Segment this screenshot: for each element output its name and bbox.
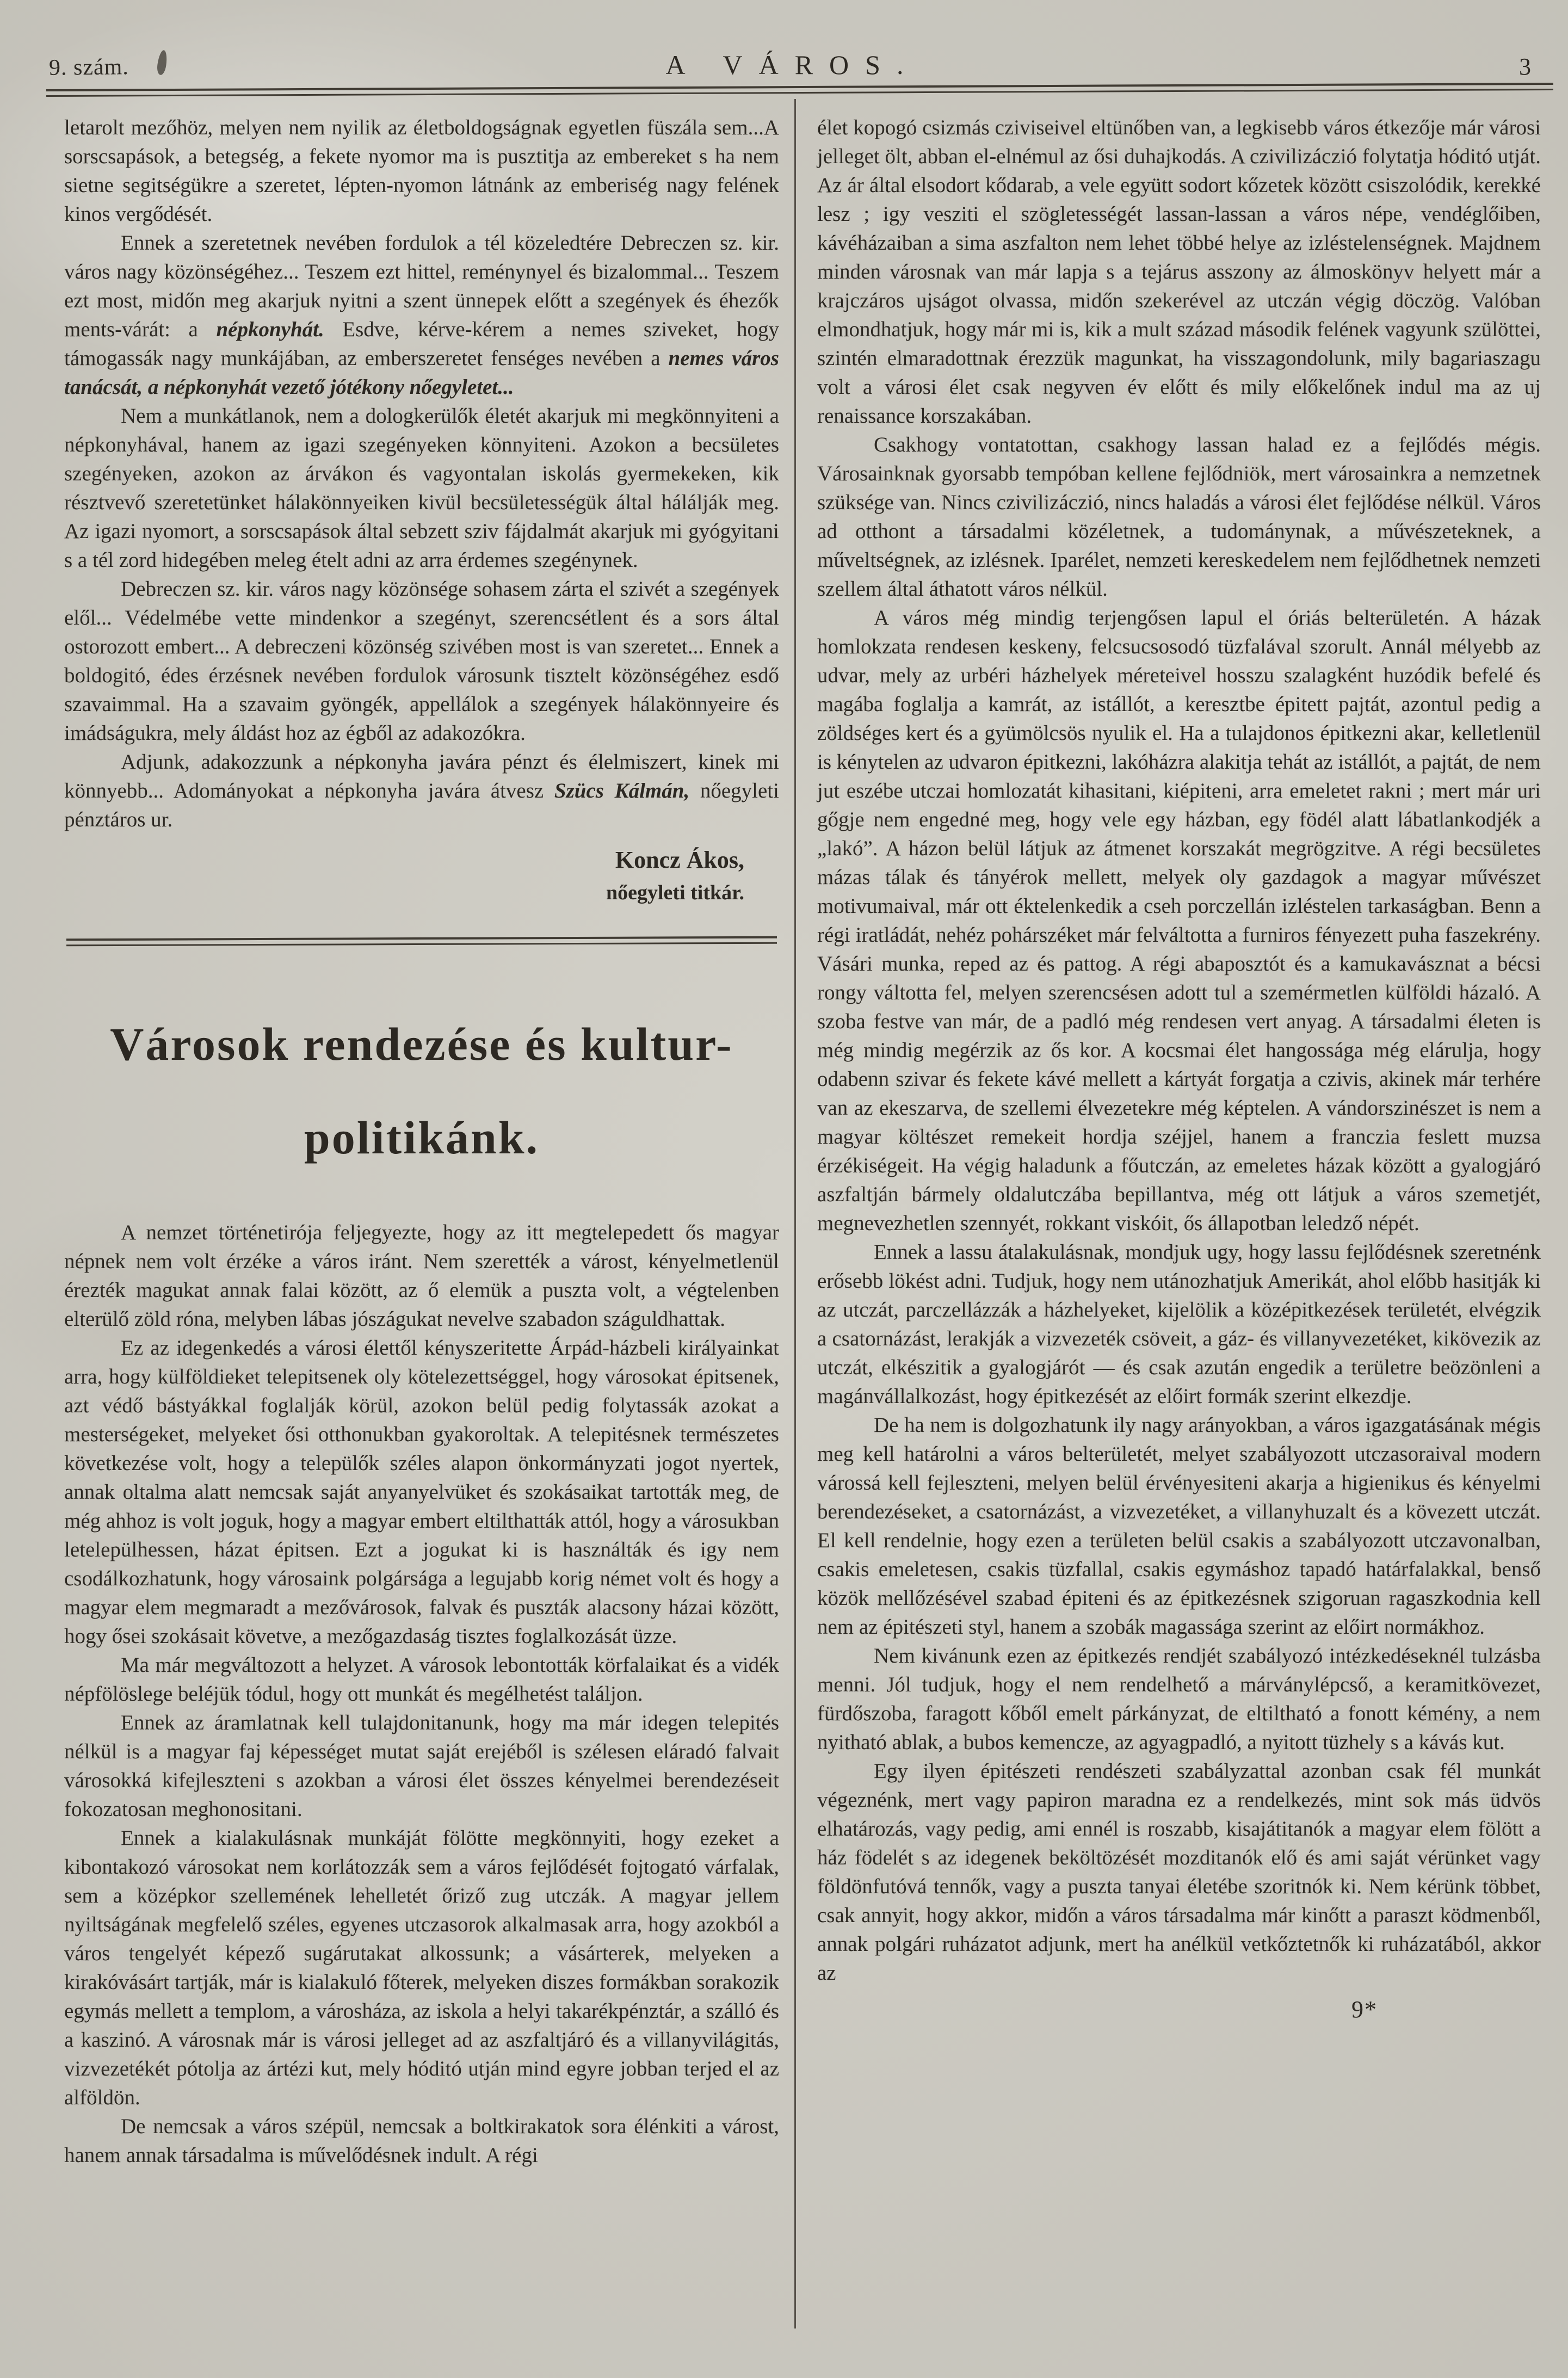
paragraph: Ennek az áramlatnak kell tulajdonitanunk, hogy ma már idegen telepités nélkül is a magyar faj képességet mutat saját erejéből is szélesen eláradó falvait városokká kifejleszteni s azokban a városi élet összes kényelmei berendezéseit fokozatosan meghonositani.	[64, 1711, 779, 1821]
article-cities-body	[64, 1218, 779, 2170]
paragraph: A város még mindig terjengősen lapul el óriás belterületén. A házak homlokzata rendesen keskeny, felcsucsosodó tüzfalával szorult. Annál mélyebb az udvar, mely az urbéri házhelyek méreteivel hosszu szalagként huzódik befelé és magába foglalja a kamrát, az istállót, a keresztbe épitett pajtát, azontul pedig a zöldséges kert és a gyümölcsös nyulik el. Ha a tulajdonos épitkezni akar, kelletlenül is kénytelen az udvaron épitkezni, lakóházra alakitja tehát az istállót, a pajtát, de nem jut eszébe utczai homlozatát kihasitani, kiépiteni, arra emeletet rakni ; mert már uri gőgje nem engedné meg, hogy vele egy házban, egy födél alatt lábatlankodjék a „lakó”. A házon belül látjuk az átmenet korszakát megrögzitve. A régi becsületes mázas tálak és tányérok mellett, melyek oly gazdagok a magyar művészet motivumaival, már ott éktelenkedik a cseh porczellán izléstelen tarkaságban. Benn a régi iratládát, nehéz pohárszéket már felváltotta a furniros fényezett puha faszekrény. Vásári munka, reped az és pattog. A régi abaposztót és a kamukavásznat a bécsi rongy váltotta fel, melyen szerencsésen adott tul a szemérmetlen külföldi házaló. A szoba festve van már, de a padló még rendesen vert anyag. A társadalmi életen is még mindig megérzik az ős kor. A kocsmai élet hangossága még elárulja, hogy odabenn szivar és fekete kávé mellett a kártyát forgatja a czivis, akinek már terhére van az ekeszarva, de szellemi élvezetekre még képtelen. A vándorszinészet is nem a magyar költészet remekeit hordja széjjel, hanem a franczia feslett muzsa érzékiségeit. Ha végig haladunk a főutczán, az emeletes házak között a gyalogjáró aszfaltján bármely oldalutczába bepillantva, még ott látjuk a város szemetjét, megnevezhetlen szennyét, rokkant viskóit, ős állapotban leledző népét.	[817, 606, 1541, 1235]
paragraph: Nem kivánunk ezen az épitkezés rendjét szabályozó intézkedéseknél tulzásba menni. Jól tudjuk, hogy el nem rendelhető a márványlépcső, a keramitkövezet, fürdőszoba, faragott kőből emelt párkányzat, de eltiltható a fonott kémény, a nem nyitható ablak, a bubos kemencze, az agyagpadló, a nyitott tüzhely s a kávás kut.	[817, 1644, 1541, 1754]
emphasized-text: Szücs Kálmán,	[554, 779, 690, 802]
page-number: 3	[1519, 53, 1531, 80]
column-divider	[794, 99, 796, 2328]
header-rule	[46, 83, 1553, 97]
paragraph: Egy ilyen épitészeti rendészeti szabályzattal azonban csak fél munkát végeznénk, mert vagy papiron maradna ez a rendelkezés, mint sok más üdvös elhatározás, vagy pedig, ami ennél is roszabb, kisajátitanók a magyar elem fölött a ház födelét s az idegenek beköltözését mozditanók elő és ami saját vérünket vagy földönfutóvá tennők, vagy a puszta tanyai életébe szoritnók ki. Nem kérünk többet, csak annyit, hogy akkor, midőn a város társadalma már kinőtt a paraszt ködmenből, annak polgári ruházatot adjunk, mert ha anélkül vetkőztetnők ki ruházatából, akkor az	[817, 1759, 1541, 1985]
article-cities	[64, 997, 779, 2170]
signature-name: Koncz Ákos,	[615, 847, 744, 873]
emphasized-text: népkonyhát.	[216, 318, 324, 341]
paragraph: Ma már megváltozott a helyzet. A városok lebontották körfalaikat és a vidék népfölöslege beléjük tódul, hogy ott munkát és megélhetést találjon.	[64, 1653, 779, 1706]
paragraph: A nemzet történetirója feljegyezte, hogy az itt megtelepedett ős magyar népnek nem volt érzéke a város iránt. Nem szerették a várost, kényelmetlenül érezték magukat annak falai között, az ő elemük a puszta volt, a végtelenben elterülő zöld róna, melyben lábas jószágukat nevelve szabadon száguldhattak.	[64, 1221, 779, 1331]
article-title-line1: Városok rendezése és kultur-	[110, 1018, 733, 1070]
paragraph: Ez az idegenkedés a városi élettől kényszeritette Árpád-házbeli királyainkat arra, hogy külföldieket telepitsenek oly kötelezettséggel, hogy városokat épitsenek, azt védő bástyákkal foglalják körül, azokon belül pedig folytassák azokat a mesterségeket, melyeket ősi otthonukban gyakoroltak. A telepitésnek természetes következése volt, hogy a települők széles alapon önkormányzati jogot nyertek, annak oltalma alatt nemcsak saját anyanyelvüket és szokásaikat tartották meg, de még ahhoz is volt joguk, hogy a magyar embert eltilthatták attól, hogy a városukban letelepülhessen, házat épitsen. Ezt a jogukat ki is használták és igy nem csodálkozhatunk, hogy városaink polgársága a legujabb korig német volt és hogy a magyar elem megmaradt a mezővárosok, falvak és puszták alacsony házai között, hogy ősei szokásait követve, a mezőgazdaság tisztes foglalkozását üzze.	[64, 1336, 779, 1648]
emphasized-text: nemes város tanácsát, a népkonyhát vezető jótékony nőegyletet...	[64, 347, 779, 399]
paragraph: Debreczen sz. kir. város nagy közönsége sohasem zárta el szivét a szegények elől... Védelmébe vette mindenkor a szegényt, szerencsétlent és a sors által ostorozott embert... A debreczeni közönség szivében most is van szeretet... Ennek a boldogitó, édes érzésnek nevében fordulok városunk tisztelt közönségéhez esdő szavaimmal. Ha a szavaim gyöngék, appellálok a szegények hálakönnyeire és imádságukra, mely áldást hoz az égből az adakozókra.	[64, 577, 779, 745]
paragraph: Adjunk, adakozzunk a népkonyha javára pénzt és élelmiszert, kinek mi könnyebb... Adományokat a népkonyha javára átvesz Szücs Kálmán, nőegyleti pénztáros ur.	[64, 750, 779, 831]
signature-block	[64, 844, 779, 909]
article-appeal	[64, 113, 779, 909]
printer-signature-mark: 9*	[1351, 1996, 1378, 2023]
paragraph: De nemcsak a város szépül, nemcsak a boltkirakatok sora élénkiti a várost, hanem annak társadalma is művelődésnek indult. A régi	[64, 2115, 779, 2167]
paragraph: De ha nem is dolgozhatunk ily nagy arányokban, a város igazgatásának mégis meg kell határolni a város belterületét, melyet szabályozott utczasoraival modern várossá kell fejleszteni, melyen belül érvényesiteni akarja a higienikus és kényelmi berendezéseket, a csatornázást, a vizvezetéket, a villanyhuzalt és a kövezett utczát. El kell rendelnie, hogy ezen a területen belül csakis a szabályozott utczavonalban, csakis emeletesen, csakis tüzfallal, csakis egymáshoz tapadó határfalakkal, benső közök mellőzésével szabad épiteni és az épitkezésnek szigoruan ragaszkodnia kell nem az épitészeti styl, hanem a szobák magassága szerint az előirt normákhoz.	[817, 1413, 1541, 1639]
issue-number: 9. szám.	[48, 54, 129, 81]
paragraph: letarolt mezőhöz, melyen nem nyilik az életboldogságnak egyetlen füszála sem...A sorscsapások, a betegség, a fekete nyomor ma is pusztitja az embereket s ha nem sietne segitségükre a szeretet, lépten-nyomon látnánk az emberiség nagy felének kinos vergődését.	[64, 116, 779, 226]
article-title	[64, 997, 779, 1184]
article-separator-rule	[66, 936, 777, 947]
right-column-body	[817, 113, 1541, 1987]
left-column	[64, 113, 779, 2170]
article-appeal-body	[64, 113, 779, 834]
right-column	[817, 113, 1541, 2024]
signature-title: nőegyleti titkár.	[606, 881, 744, 904]
masthead-title: A VÁROS.	[665, 50, 920, 80]
paragraph: Ennek a kialakulásnak munkáját fölötte megkönnyiti, hogy ezeket a kibontakozó városokat nem korlátozzák sem a város fejlődését fojtogató várfalak, sem a középkor szellemének lehelletét őriző zug utczák. A magyar jellem nyiltságának megfelelő széles, egyenes utczasorok alkalmasak arra, hogy azokból a város tengelyét képező sugárutakat alkossunk; a vásárterek, melyeken a kirakóvásárt tartják, már is kialakuló főterek, melyeken diszes formákban sorakozik egymás mellett a templom, a városháza, az iskola a helyi takarékpénztár, a szálló és a kaszinó. A városnak már is városi jelleget ad az aszfaltjáró és a villanyvilágitás, vizvezetékét pótolja az ártézi kut, mely hóditó utján mind egyre jobban terjed el az alföldön.	[64, 1826, 779, 2109]
paragraph: Ennek a lassu átalakulásnak, mondjuk ugy, hogy lassu fejlődésnek szeretnénk erősebb lökést adni. Tudjuk, hogy nem utánozhatjuk Amerikát, ahol előbb hasitják ki az utczát, parczellázzák a házhelyeket, kijelölik a középitkezések területét, elvégzik a csatornázást, lerakják a vizvezeték csöveit, a gáz- és villanyvezetéket, kikövezik az utczát, elkészitik a gyalogjárót — és csak azután engedik a területre beözönleni a magánvállalkozást, hogy épitkezését az előirt formák szerint elkezdje.	[817, 1240, 1541, 1408]
paragraph: Csakhogy vontatottan, csakhogy lassan halad ez a fejlődés mégis. Városainknak gyorsabb tempóban kellene fejlődniök, mert városainkra a nemzetnek szüksége van. Nincs czivilizáczió, nincs haladás a városi élet fejlődése nélkül. Város ad otthont a társadalmi közéletnek, a tudománynak, a művészeteknek, a műveltségnek, az izlésnek. Iparélet, nemzeti kereskedelem nem fejlődhetnek nemzeti szellem által áthatott város nélkül.	[817, 433, 1541, 601]
page-header	[49, 37, 1536, 81]
article-title-line2: politikánk.	[304, 1111, 540, 1164]
paragraph: Ennek a szeretetnek nevében fordulok a tél közeledtére Debreczen sz. kir. város nagy közönségéhez... Teszem ezt hittel, reménynyel és bizalommal... Teszem ezt most, midőn meg akarjuk nyitni a szent ünnepek előtt a szegények és éhezők ments-várát: a népkonyhát. Esdve, kérve-kérem a nemes sziveket, hogy támogassák nagy munkájában, az emberszeretet fenséges nevében a nemes város tanácsát, a népkonyhát vezető jótékony nőegyletet...	[64, 231, 779, 399]
paragraph: élet kopogó csizmás cziviseivel eltünőben van, a legkisebb város étkezője már városi jelleget ölt, abban el-elnémul az ősi duhajkodás. A czivilizáczió folytatja hóditó utját. Az ár által elsodort kődarab, a vele együtt sodort kőzetek között csiszolódik, kerekké lesz ; igy vesziti el szögletességét lassan-lassan a város népe, vendéglőiben, kávéházaiban a sima aszfalton nem lehet többé helye az izléstelenségnek. Majdnem minden városnak van már lapja s a tejárus asszony az álmoskönyv helyett már a krajczáros ujságot olvassa, midőn szekerével az utczán végig döczög. Valóban elmondhatjuk, hogy már mi is, kik a mult század második felének vagyunk szülöttei, szintén elmaradottnak érezzük magunkat, ha visszagondolunk, mily bagariaszagu volt a városi élet csak negyven év előtt és mily előkelőnek indul ma az uj renaissance korszakában.	[817, 116, 1541, 428]
paragraph: Nem a munkátlanok, nem a dologkerülők életét akarjuk mi megkönnyiteni a népkonyhával, hanem az igazi szegényeken könnyiteni. Azokon a becsületes szegényeken, azokon az árvákon és vagyontalan iskolás gyermekeken, kik résztvevő szeretetünket hálakönnyeiken kivül becsületességük által hálálják meg. Az igazi nyomort, a sorscsapások által sebzett sziv fájdalmát akarjuk mi gyógyitani s a tél zord hidegében meleg ételt adni az arra érdemes szegénynek.	[64, 404, 779, 572]
